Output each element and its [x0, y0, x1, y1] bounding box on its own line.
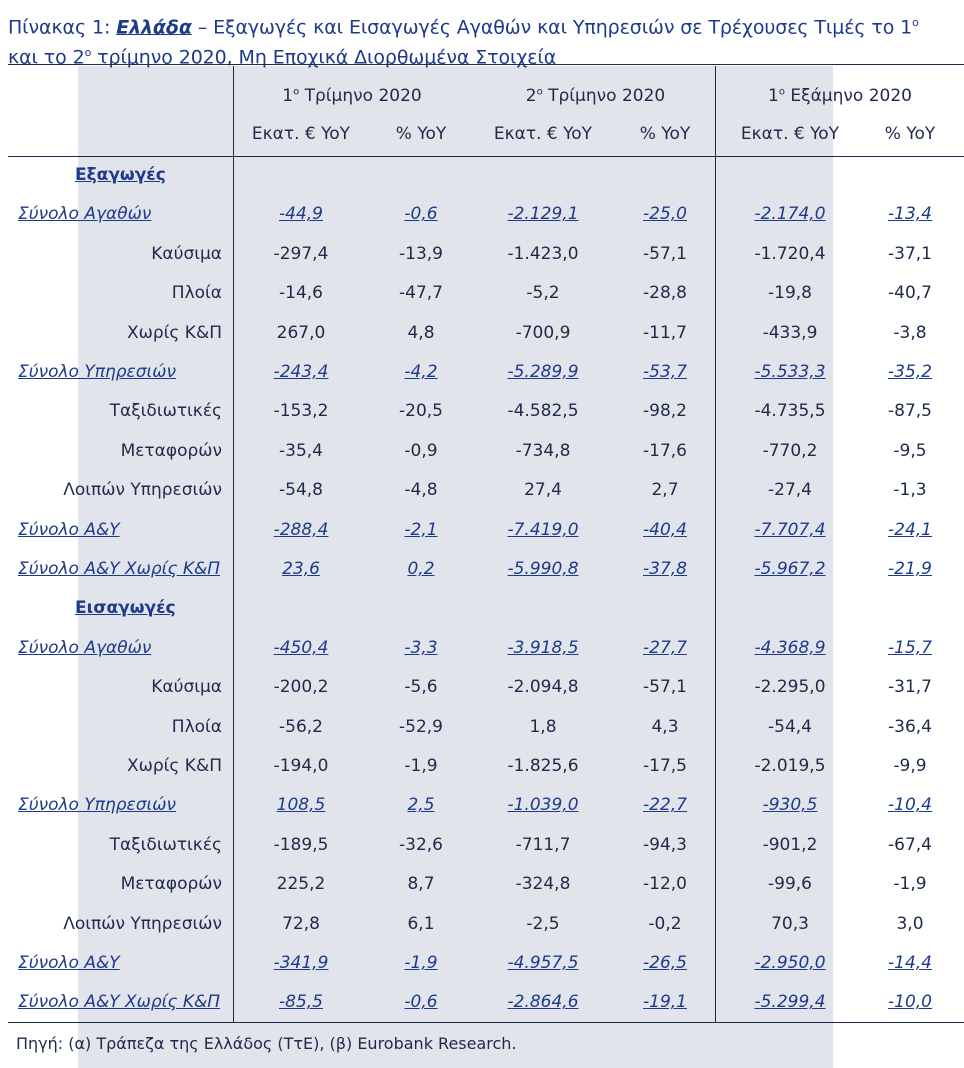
table-cell: -35,4	[279, 440, 323, 461]
table-cell: -153,2	[273, 401, 329, 422]
table-cell: -324,8	[515, 874, 571, 895]
table-cell: -40,4	[643, 519, 687, 540]
table-cell: 225,2	[276, 874, 326, 895]
table-cell: -2.129,1	[507, 204, 579, 225]
row-label: Σύνολο Αγαθών	[18, 204, 152, 225]
table-cell: -2.295,0	[754, 677, 826, 698]
row-label: Ταξιδιωτικές	[109, 834, 222, 855]
table-cell: -85,5	[279, 992, 323, 1013]
table-cell: -3.918,5	[507, 637, 579, 658]
section-label: Εξαγωγές	[75, 165, 166, 185]
table-row	[0, 982, 964, 1021]
table-row	[0, 825, 964, 864]
table-cell: -711,7	[515, 834, 571, 855]
table-cell: 3,0	[896, 913, 924, 934]
table-cell: -98,2	[643, 401, 687, 422]
title-sup2: ο	[84, 46, 92, 60]
table-cell: 2,7	[651, 480, 679, 501]
table-cell: -54,8	[279, 480, 323, 501]
section-row	[0, 155, 964, 194]
table-row	[0, 234, 964, 273]
row-label: Λοιπών Υπηρεσιών	[63, 913, 222, 934]
title-country: Ελλάδα	[116, 16, 192, 39]
table-cell: -17,5	[643, 756, 687, 776]
table-cell: -20,5	[399, 401, 443, 422]
table-row	[0, 470, 964, 509]
table-cell: -27,4	[768, 480, 812, 501]
table-cell: -5,2	[526, 283, 560, 304]
table-cell: -4.735,5	[754, 401, 826, 422]
table-cell: -19,1	[643, 992, 687, 1013]
table-cell: 4,8	[407, 322, 435, 343]
table-cell: -2,1	[404, 519, 438, 540]
table-cell: -94,3	[643, 834, 687, 855]
table-cell: -5.533,3	[754, 362, 826, 382]
section-label: Εισαγωγές	[75, 598, 176, 619]
row-label: Λοιπών Υπηρεσιών	[63, 480, 222, 501]
period-header-h1: $1^o$ Εξάμηνο 2020	[768, 86, 912, 106]
table-cell: -2.019,5	[754, 756, 826, 776]
table-row	[0, 904, 964, 943]
table-cell: -0,9	[404, 440, 438, 461]
table-row	[0, 864, 964, 903]
column-header: Εκατ. € YoY	[493, 124, 593, 144]
table-cell: 2,5	[407, 795, 435, 816]
table-row	[0, 313, 964, 352]
column-header: % YoY	[639, 124, 691, 144]
table-cell: -243,4	[273, 362, 329, 382]
table-cell: -21,9	[888, 559, 932, 579]
row-label: Μεταφορών	[120, 874, 222, 895]
table-cell: -734,8	[515, 440, 571, 461]
table-cell: 70,3	[771, 913, 809, 934]
table-cell: -1.423,0	[507, 243, 579, 264]
table-cell: -4.957,5	[507, 953, 579, 973]
table-cell: -17,6	[643, 440, 687, 461]
table-cell: -901,2	[762, 834, 818, 855]
table-row	[0, 785, 964, 824]
table-cell: -0,6	[404, 992, 438, 1013]
table-row	[0, 707, 964, 746]
title-line1: – Εξαγωγές και Εισαγωγές Αγαθών και Υπηρεσιών σε Τρέχουσες Τιμές το 1	[191, 16, 913, 39]
table-cell: -22,7	[643, 795, 687, 816]
table-cell: -0,2	[648, 913, 682, 934]
table-cell: -5.299,4	[754, 992, 826, 1013]
table-cell: -67,4	[888, 834, 932, 855]
table-cell: -14,4	[888, 953, 932, 973]
table-cell: -57,1	[643, 677, 687, 698]
row-label: Χωρίς Κ&Π	[127, 322, 222, 343]
table-cell: 4,3	[651, 716, 679, 737]
table-cell: -87,5	[888, 401, 932, 422]
title-line2: τρίμηνο 2020, Μη Εποχικά Διορθωμένα Στοιχεία	[91, 46, 557, 69]
table-row	[0, 667, 964, 706]
row-label: Χωρίς Κ&Π	[127, 756, 222, 776]
table-row	[0, 431, 964, 470]
table-cell: -1.825,6	[507, 756, 579, 776]
table-cell: -54,4	[768, 716, 812, 737]
column-header: % YoY	[884, 124, 936, 144]
table-cell: -31,7	[888, 677, 932, 698]
table-cell: -13,9	[399, 243, 443, 264]
column-header: Εκατ. € YoY	[740, 124, 840, 144]
row-label: Σύνολο Υπηρεσιών	[18, 795, 176, 816]
table-cell: 108,5	[276, 795, 326, 816]
table-top-rule	[8, 64, 964, 65]
table-row	[0, 746, 964, 785]
table-cell: 0,2	[407, 559, 435, 579]
table-cell: -3,3	[404, 637, 438, 658]
table-cell: -52,9	[399, 716, 443, 737]
table-cell: -5.967,2	[754, 559, 826, 579]
table-cell: -35,2	[888, 362, 932, 382]
table-cell: -56,2	[279, 716, 323, 737]
table-cell: -7.707,4	[754, 519, 826, 540]
table-cell: -2,5	[526, 913, 560, 934]
table-cell: -10,0	[888, 992, 932, 1013]
table-cell: -4,2	[404, 362, 438, 382]
table-cell: -26,5	[643, 953, 687, 973]
table-row	[0, 510, 964, 549]
table-cell: -32,6	[399, 834, 443, 855]
table-cell: -11,7	[643, 322, 687, 343]
table-row	[0, 628, 964, 667]
table-cell: -1.720,4	[754, 243, 826, 264]
row-label: Πλοία	[171, 716, 222, 737]
table-cell: -40,7	[888, 283, 932, 304]
table-cell: -99,6	[768, 874, 812, 895]
table-cell: 72,8	[282, 913, 320, 934]
table-cell: -10,4	[888, 795, 932, 816]
row-label: Πλοία	[171, 283, 222, 304]
table-cell: -1.039,0	[507, 795, 579, 816]
section-row	[0, 588, 964, 627]
row-label: Σύνολο Α&Υ	[18, 519, 120, 540]
table-cell: -4,8	[404, 480, 438, 501]
row-label: Σύνολο Υπηρεσιών	[18, 362, 176, 382]
table-cell: 1,8	[529, 716, 557, 737]
table-cell: -4.582,5	[507, 401, 579, 422]
table-cell: -37,1	[888, 243, 932, 264]
table-cell: -44,9	[279, 204, 323, 225]
table-cell: -433,9	[762, 322, 818, 343]
table-cell: -2.094,8	[507, 677, 579, 698]
table-cell: -930,5	[762, 795, 818, 816]
row-label: Καύσιμα	[151, 677, 222, 698]
table-row	[0, 352, 964, 391]
table-cell: -200,2	[273, 677, 329, 698]
title-sup1: ο	[912, 16, 919, 29]
row-label: Σύνολο Α&Υ	[18, 953, 120, 973]
table-cell: -297,4	[273, 243, 329, 264]
table-cell: -28,8	[643, 283, 687, 304]
table-cell: -2.174,0	[754, 204, 826, 225]
row-label: Σύνολο Αγαθών	[18, 637, 152, 658]
table-cell: -12,0	[643, 874, 687, 895]
period-header-q2: $2^o$ Τρίμηνο 2020	[525, 86, 666, 106]
table-cell: -5,6	[404, 677, 438, 698]
table-cell: -0,6	[404, 204, 438, 225]
table-cell: -9,9	[893, 756, 927, 776]
source-note: Πηγή: (α) Τράπεζα της Ελλάδος (ΤτΕ), (β) Eurobank Research.	[16, 1034, 517, 1053]
table-cell: -19,8	[768, 283, 812, 304]
table-cell: -5.289,9	[507, 362, 579, 382]
table-cell: -27,7	[643, 637, 687, 658]
table-bottom-rule	[8, 1022, 964, 1023]
table-cell: 6,1	[407, 913, 435, 934]
table-cell: 267,0	[276, 322, 326, 343]
table-cell: -4.368,9	[754, 637, 826, 658]
table-cell: -194,0	[273, 756, 329, 776]
table-cell: -13,4	[888, 204, 932, 225]
table-cell: -57,1	[643, 243, 687, 264]
table-cell: -189,5	[273, 834, 329, 855]
table-cell: -7.419,0	[507, 519, 579, 540]
table-cell: -5.990,8	[507, 559, 579, 579]
row-label: Μεταφορών	[120, 440, 222, 461]
title-line2-pre: και το 2	[8, 46, 85, 69]
table-cell: -3,8	[893, 322, 927, 343]
table-cell: -1,9	[893, 874, 927, 895]
table-cell: -14,6	[279, 283, 323, 304]
table-cell: 8,7	[407, 874, 435, 895]
table-cell: -700,9	[515, 322, 571, 343]
table-row	[0, 943, 964, 982]
table-cell: -341,9	[273, 953, 329, 973]
table-title	[8, 10, 958, 71]
table-cell: -2.950,0	[754, 953, 826, 973]
row-label: Καύσιμα	[151, 243, 222, 264]
table-row	[0, 549, 964, 588]
table-cell: -53,7	[643, 362, 687, 382]
table-row	[0, 273, 964, 312]
table-row	[0, 391, 964, 430]
table-cell: -1,9	[404, 953, 438, 973]
table-row	[0, 194, 964, 233]
table-cell: -25,0	[643, 204, 687, 225]
table-cell: -770,2	[762, 440, 818, 461]
table-cell: -450,4	[273, 637, 329, 658]
row-label: Σύνολο Α&Υ Χωρίς Κ&Π	[18, 992, 221, 1013]
table-cell: -47,7	[399, 283, 443, 304]
table-cell: -24,1	[888, 519, 932, 540]
table-cell: 23,6	[282, 559, 320, 579]
table-cell: -1,3	[893, 480, 927, 501]
table-cell: -36,4	[888, 716, 932, 737]
table-cell: -2.864,6	[507, 992, 579, 1013]
table-cell: -9,5	[893, 440, 927, 461]
period-header-q1: $1^o$ Τρίμηνο 2020	[282, 86, 422, 106]
column-header: Εκατ. € YoY	[251, 124, 351, 144]
table-cell: -37,8	[643, 559, 687, 579]
table-cell: -288,4	[273, 519, 329, 540]
row-label: Ταξιδιωτικές	[109, 401, 222, 422]
row-label: Σύνολο Α&Υ Χωρίς Κ&Π	[18, 559, 221, 579]
table-cell: -1,9	[404, 756, 438, 776]
column-header: % YoY	[395, 124, 447, 144]
table-cell: -15,7	[888, 637, 932, 658]
title-prefix: Πίνακας 1:	[8, 16, 117, 39]
table-cell: 27,4	[524, 480, 562, 501]
